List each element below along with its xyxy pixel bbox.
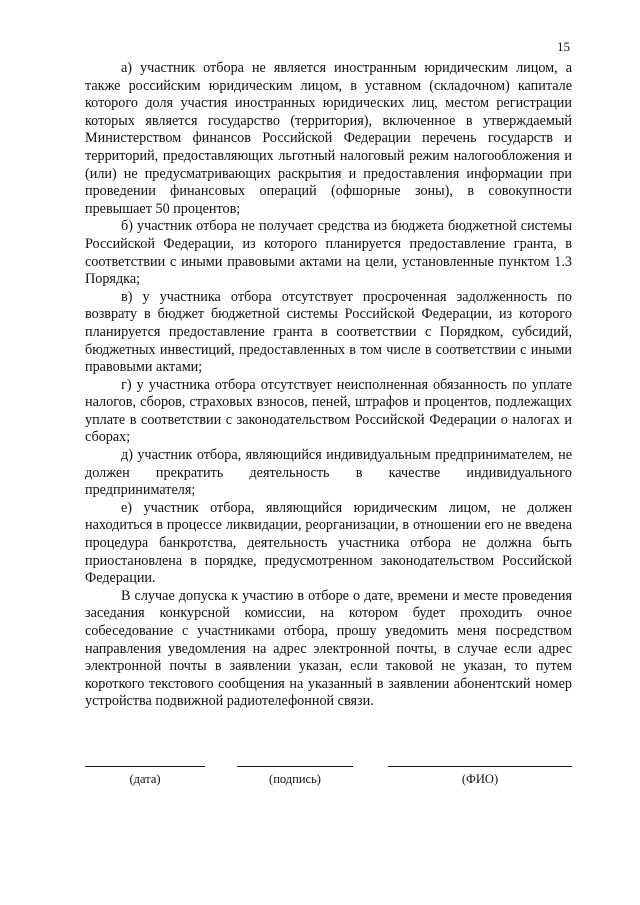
date-field (85, 766, 205, 787)
fio-field (388, 766, 572, 787)
paragraph-e: е) участник отбора, являющийся юридическим лицом, не должен находиться в процессе ликвидации, реорганизации, в отношении его не введена процедура банкротства, деятельность участника отбора не должна быть приостановлена в порядке, предусмотренном законодательством Российской Федерации. (85, 499, 572, 587)
signature-field (237, 766, 353, 787)
fio-line (388, 766, 572, 767)
signature-line (237, 766, 353, 767)
paragraph-a: а) участник отбора не является иностранным юридическим лицом, а также российским юридическим лицом, в уставном (складочном) капитале которого доля участия иностранных юридических лиц, местом регистрации которых является государство (территория), включенное в утверждаемый Министерством финансов Российской Федерации перечень государств и территорий, предоставляющих льготный налоговый режим налогообложения и (или) не предусматривающих раскрытия и предоставления информации при проведении финансовых операций (офшорные зоны), в совокупности превышает 50 процентов; (85, 60, 572, 217)
signature-block (85, 766, 572, 796)
date-caption: (дата) (129, 772, 161, 786)
signature-caption: (подпись) (269, 772, 321, 786)
fio-caption: (ФИО) (461, 772, 499, 786)
date-line (85, 766, 205, 767)
paragraph-g: г) у участника отбора отсутствует неисполненная обязанность по уплате налогов, сборов, страховых взносов, пеней, штрафов и процентов, подлежащих уплате в соответствии с законодательством Российской Федерации о налогах и сборах; (85, 376, 572, 446)
notification-paragraph: В случае допуска к участию в отборе о дате, времени и месте проведения заседания конкурсной комиссии, на котором будет проходить очное собеседование с участниками отбора, прошу уведомить меня посредством направления уведомления на адрес электронной почты, в случае если адрес электронной почты в заявлении указан, если таковой не указан, то путем короткого текстового сообщения на указанный в заявлении абонентский номер устройства подвижной радиотелефонной связи. (85, 587, 572, 710)
document-body (85, 60, 572, 711)
page-number: 15 (557, 39, 570, 54)
paragraph-b: б) участник отбора не получает средства из бюджета бюджетной системы Российской Федерации, из которого планируется предоставление гранта, в соответствии с иными правовыми актами на цели, установленные пунктом 1.3 Порядка; (85, 218, 572, 288)
paragraph-v: в) у участника отбора отсутствует просроченная задолженность по возврату в бюджет бюджетной системы Российской Федерации, из которого планируется предоставление гранта в соответствии с Порядком, субсидий, бюджетных инвестиций, предоставленных в том числе в соответствии с иными правовыми актами; (85, 288, 572, 376)
paragraph-d: д) участник отбора, являющийся индивидуальным предпринимателем, не должен прекратить деятельность в качестве индивидуального предпринимателя; (85, 447, 572, 499)
